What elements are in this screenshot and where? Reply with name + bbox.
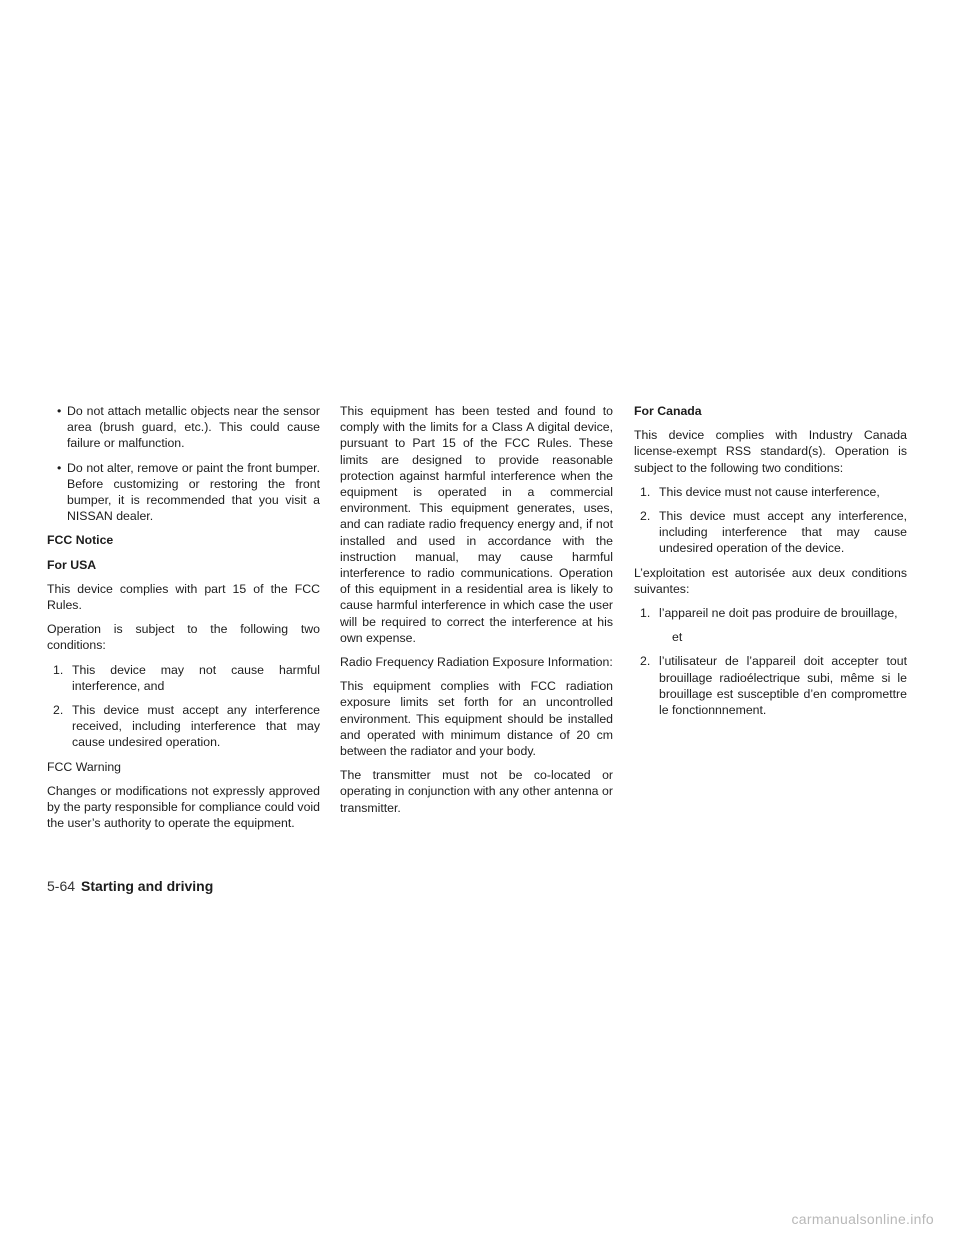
heading-for-canada: For Canada: [634, 404, 702, 418]
bullet-icon: •: [57, 404, 62, 418]
list-number: 2.: [53, 703, 64, 718]
list-item: [634, 605, 907, 621]
list-text: This device must not cause interference,: [659, 484, 880, 499]
list-number: 2.: [640, 654, 651, 669]
list-number: 2.: [640, 509, 651, 524]
list-number: 1.: [640, 606, 651, 621]
list-item: [47, 460, 320, 525]
watermark: carmanualsonline.info: [791, 1211, 934, 1227]
list-item: [47, 702, 320, 751]
list-item: [47, 662, 320, 694]
list-item: [47, 403, 320, 452]
fcc-warning-label: FCC Warning: [47, 759, 122, 774]
column-right: [634, 403, 907, 726]
list-item: [634, 484, 907, 500]
paragraph: This equipment has been tested and found to comply with the limits for a Class A digital device, pursuant to Part 15 of the FCC Rules. These limits are designed to provide reasonable protection against harmful interference when the equipment is operated in a commercial environment. This equipment generates, uses, and can radiate radio frequency energy and, if not installed and used in accordance with the instruction manual, may cause harmful interference to radio communications. Operation of this equipment in a residential area is likely to cause harmful interference in which case the user will be required to correct the interference at his own expense.: [340, 404, 613, 645]
paragraph: Changes or modifications not expressly approved by the party responsible for compliance could void the user’s authority to operate the equipment.: [47, 783, 320, 831]
section-title: Starting and driving: [81, 878, 214, 894]
list-text: This device must accept any interference received, including interference that may cause undesired operation.: [72, 703, 320, 750]
bullet-icon: •: [57, 460, 62, 475]
column-left: [47, 403, 320, 839]
paragraph-french: L’exploitation est autorisée aux deux conditions suivantes:: [634, 565, 907, 596]
list-number: 1.: [640, 484, 651, 499]
list-continuation: et: [672, 630, 683, 645]
list-item: [634, 508, 907, 557]
paragraph: This equipment complies with FCC radiation exposure limits set forth for an uncontrolled environment. This equipment should be installed and operated with minimum distance of 20 cm between the radiator and your body.: [340, 679, 613, 759]
paragraph: This device complies with part 15 of the FCC Rules.: [47, 581, 320, 613]
paragraph: Operation is subject to the following two conditions:: [47, 622, 320, 653]
list-text: This device must accept any interference, including interference that may cause undesired operation of the device.: [659, 509, 907, 556]
list-text: This device may not cause harmful interference, and: [72, 662, 320, 693]
page-footer: [47, 877, 213, 895]
bullet-text: Do not alter, remove or paint the front bumper. Before customizing or restoring the front bumper, it is recommended that you visit a NISSAN dealer.: [67, 460, 320, 524]
paragraph: Radio Frequency Radiation Exposure Information:: [340, 655, 613, 670]
list-text: l’utilisateur de l’appareil doit accepter tout brouillage radioélectrique subi, même si le brouillage est susceptible d’en compromettre le fonctionnnement.: [659, 654, 907, 718]
paragraph: The transmitter must not be co-located or operating in conjunction with any other antenna or transmitter.: [340, 768, 613, 815]
column-middle: [340, 403, 613, 824]
list-text: l’appareil ne doit pas produire de brouillage,: [659, 606, 898, 621]
list-item: [634, 653, 907, 718]
bullet-text: Do not attach metallic objects near the sensor area (brush guard, etc.). This could cause failure or malfunction.: [67, 404, 320, 451]
page-number: 5-64: [47, 878, 76, 894]
heading-for-usa: For USA: [47, 557, 97, 572]
paragraph: This device complies with Industry Canada license-exempt RSS standard(s). Operation is subject to the following two conditions:: [634, 428, 907, 475]
list-number: 1.: [53, 662, 64, 677]
heading-fcc-notice: FCC Notice: [47, 533, 114, 548]
